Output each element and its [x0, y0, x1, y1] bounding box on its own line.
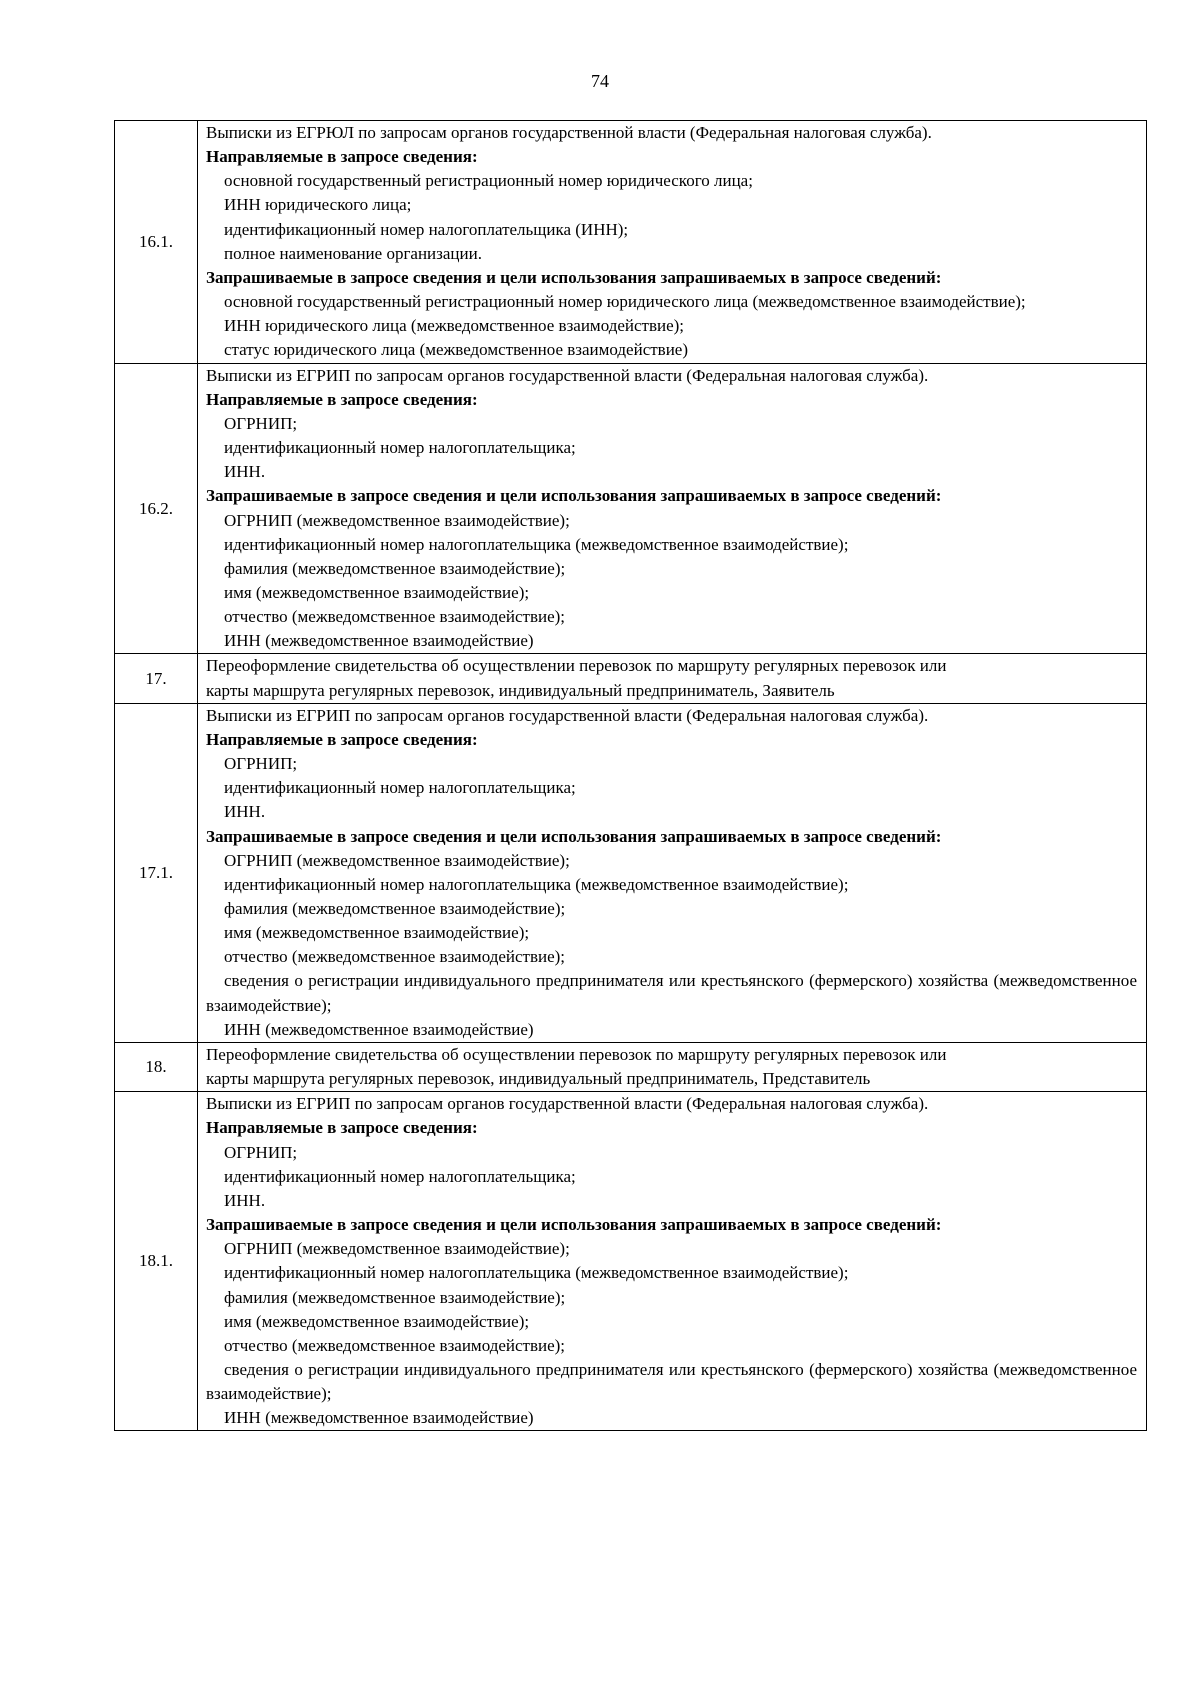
- list-item: идентификационный номер налогоплательщика (межведомственное взаимодействие);: [224, 534, 849, 554]
- list-item: фамилия (межведомственное взаимодействие);: [224, 558, 566, 578]
- row-number: 17.1.: [115, 703, 198, 1042]
- list-item: ИНН.: [224, 462, 266, 482]
- table-row: [115, 703, 1147, 1042]
- list-item: идентификационный номер налогоплательщика;: [224, 1166, 576, 1186]
- row-content: [198, 1092, 1147, 1431]
- list-item: ИНН.: [224, 1190, 266, 1210]
- list-item: ОГРНИП (межведомственное взаимодействие);: [224, 1239, 570, 1259]
- list-item: основной государственный регистрационный номер юридического лица (межведомственное взаимодействие);: [224, 292, 1026, 312]
- row-title: Выписки из ЕГРЮЛ по запросам органов государственной власти (Федеральная налоговая служба).: [206, 123, 932, 142]
- list-item: основной государственный регистрационный номер юридического лица;: [224, 171, 753, 191]
- row-content: [198, 654, 1147, 703]
- list-item: ИНН (межведомственное взаимодействие): [224, 1408, 534, 1428]
- list-item: фамилия (межведомственное взаимодействие);: [224, 899, 566, 918]
- list-item: идентификационный номер налогоплательщика;: [224, 778, 576, 798]
- section-heading-requested: Запрашиваемые в запросе сведения и цели использования запрашиваемых в запросе сведений:: [206, 826, 942, 846]
- service-title-line: Переоформление свидетельства об осуществлении перевозок по маршруту регулярных перевозок или: [206, 656, 947, 676]
- row-number: 16.1.: [115, 121, 198, 364]
- service-title-line: Переоформление свидетельства об осуществлении перевозок по маршруту регулярных перевозок или: [206, 1044, 947, 1064]
- row-number: 18.: [115, 1042, 198, 1091]
- table-row: [115, 1042, 1147, 1091]
- table-row: [115, 363, 1147, 654]
- list-item: сведения о регистрации индивидуального предпринимателя или крестьянского (фермерского) хозяйства (межведомственное взаимодействие);: [206, 1359, 1137, 1404]
- section-heading-requested: Запрашиваемые в запросе сведения и цели использования запрашиваемых в запросе сведений:: [206, 1215, 942, 1235]
- list-item: статус юридического лица (межведомственное взаимодействие): [224, 340, 689, 360]
- list-item: ИНН юридического лица (межведомственное взаимодействие);: [224, 316, 685, 336]
- service-title-line: карты маршрута регулярных перевозок, индивидуальный предприниматель, Представитель: [206, 1069, 871, 1089]
- row-content: [198, 363, 1147, 654]
- row-number: 17.: [115, 654, 198, 703]
- list-item: идентификационный номер налогоплательщика (межведомственное взаимодействие);: [224, 1263, 849, 1283]
- row-number: 16.2.: [115, 363, 198, 654]
- table-row: [115, 121, 1147, 364]
- list-item: ИНН.: [224, 802, 266, 822]
- section-heading-requested: Запрашиваемые в запросе сведения и цели использования запрашиваемых в запросе сведений:: [206, 486, 942, 506]
- list-item: полное наименование организации.: [224, 243, 482, 263]
- table-row: [115, 654, 1147, 703]
- list-item: имя (межведомственное взаимодействие);: [224, 1311, 530, 1331]
- section-heading-sent: Направляемые в запросе сведения:: [206, 729, 478, 749]
- list-item: сведения о регистрации индивидуального предпринимателя или крестьянского (фермерского) хозяйства (межведомственное взаимодействие);: [206, 971, 1137, 1015]
- service-title-line: карты маршрута регулярных перевозок, индивидуальный предприниматель, Заявитель: [206, 680, 835, 700]
- section-heading-sent: Направляемые в запросе сведения:: [206, 147, 478, 167]
- row-title: Выписки из ЕГРИП по запросам органов государственной власти (Федеральная налоговая служба).: [206, 705, 929, 725]
- list-item: идентификационный номер налогоплательщика (межведомственное взаимодействие);: [224, 874, 849, 894]
- list-item: ОГРНИП (межведомственное взаимодействие);: [224, 510, 570, 530]
- section-heading-sent: Направляемые в запросе сведения:: [206, 1118, 478, 1138]
- row-number: 18.1.: [115, 1092, 198, 1431]
- row-content: [198, 1042, 1147, 1091]
- list-item: имя (межведомственное взаимодействие);: [224, 923, 530, 943]
- row-content: [198, 121, 1147, 364]
- list-item: ОГРНИП;: [224, 1142, 298, 1162]
- row-content: [198, 703, 1147, 1042]
- list-item: фамилия (межведомственное взаимодействие);: [224, 1287, 566, 1307]
- list-item: идентификационный номер налогоплательщика (ИНН);: [224, 219, 629, 239]
- list-item: ОГРНИП;: [224, 754, 298, 774]
- page-number: 74: [591, 71, 609, 91]
- list-item: имя (межведомственное взаимодействие);: [224, 582, 530, 602]
- list-item: отчество (межведомственное взаимодействие);: [224, 947, 566, 967]
- list-item: ИНН юридического лица;: [224, 195, 412, 215]
- list-item: ИНН (межведомственное взаимодействие): [224, 1019, 534, 1039]
- row-title: Выписки из ЕГРИП по запросам органов государственной власти (Федеральная налоговая служба).: [206, 1094, 929, 1114]
- section-heading-sent: Направляемые в запросе сведения:: [206, 389, 478, 409]
- requests-table: [114, 120, 1147, 1431]
- list-item: отчество (межведомственное взаимодействие);: [224, 1335, 566, 1355]
- list-item: идентификационный номер налогоплательщика;: [224, 438, 576, 458]
- row-title: Выписки из ЕГРИП по запросам органов государственной власти (Федеральная налоговая служба).: [206, 365, 929, 385]
- table-row: [115, 1092, 1147, 1431]
- list-item: ИНН (межведомственное взаимодействие): [224, 631, 534, 651]
- list-item: ОГРНИП (межведомственное взаимодействие);: [224, 850, 570, 870]
- list-item: ОГРНИП;: [224, 413, 298, 433]
- section-heading-requested: Запрашиваемые в запросе сведения и цели использования запрашиваемых в запросе сведений:: [206, 267, 942, 287]
- list-item: отчество (межведомственное взаимодействие);: [224, 607, 566, 627]
